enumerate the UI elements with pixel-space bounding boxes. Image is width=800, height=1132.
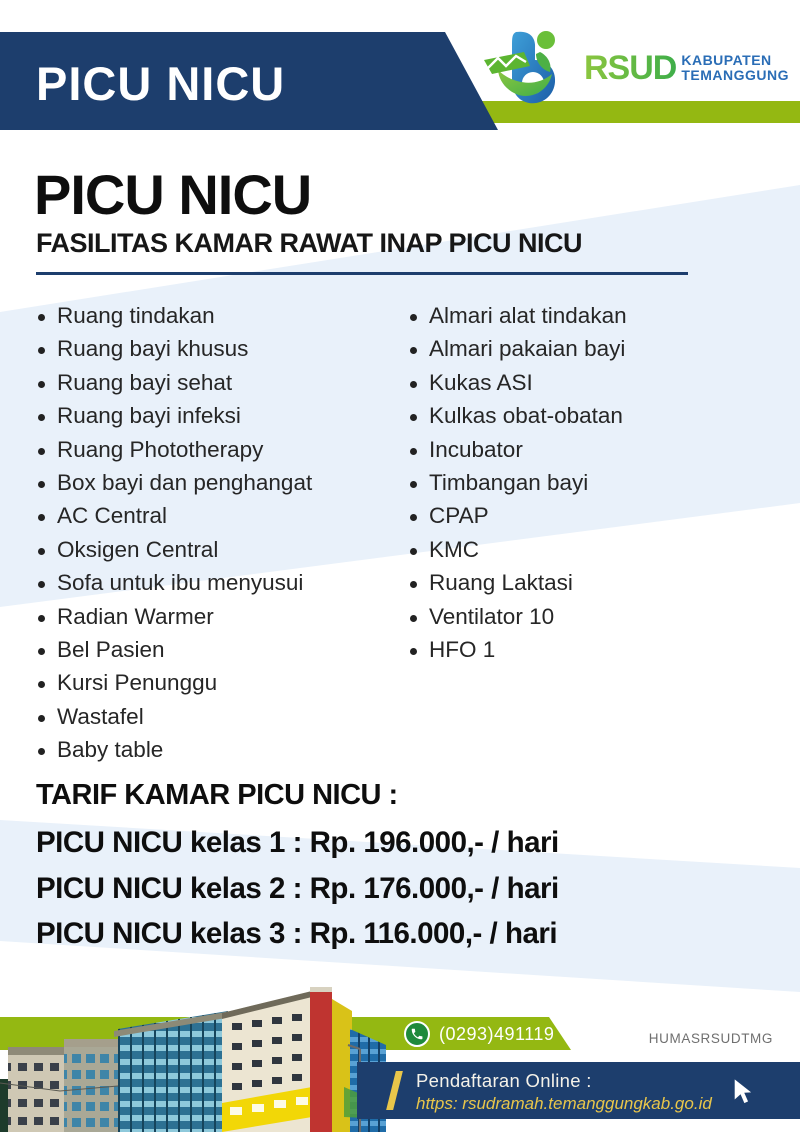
bullet-icon	[410, 448, 417, 455]
list-item-label: Timbangan bayi	[429, 469, 589, 495]
list-item-label: Kukas ASI	[429, 369, 533, 395]
bullet-icon	[38, 681, 45, 688]
list-item	[410, 604, 790, 637]
bullet-icon	[38, 347, 45, 354]
title-divider	[36, 272, 688, 275]
list-item	[38, 670, 398, 703]
list-item	[410, 437, 790, 470]
list-item	[410, 570, 790, 603]
registration-url[interactable]: https: rsudramah.temanggungkab.go.id	[416, 1094, 712, 1113]
list-item	[38, 303, 398, 336]
bullet-icon	[410, 481, 417, 488]
bullet-icon	[38, 648, 45, 655]
list-item	[38, 370, 398, 403]
bullet-icon	[38, 381, 45, 388]
list-item	[38, 570, 398, 603]
tariff-row-kelas-1: PICU NICU kelas 1 : Rp. 196.000,- / hari	[36, 826, 559, 859]
hospital-logo	[478, 26, 788, 110]
list-item	[410, 303, 790, 336]
bullet-icon	[38, 548, 45, 555]
bullet-icon	[410, 615, 417, 622]
list-item	[38, 403, 398, 436]
bullet-icon	[410, 514, 417, 521]
list-item	[410, 470, 790, 503]
list-item-label: Incubator	[429, 436, 523, 462]
list-item-label: Ruang bayi khusus	[57, 336, 249, 362]
yellow-accent-bar	[386, 1071, 403, 1110]
facilities-list-right	[410, 303, 790, 670]
bullet-icon	[38, 314, 45, 321]
list-item-label: AC Central	[57, 503, 168, 529]
list-item	[38, 336, 398, 369]
list-item-label: HFO 1	[429, 636, 496, 662]
bullet-icon	[410, 381, 417, 388]
list-item	[410, 336, 790, 369]
list-item-label: Ruang bayi infeksi	[57, 403, 241, 429]
bullet-icon	[410, 314, 417, 321]
page-title: PICU NICU	[34, 163, 312, 226]
bullet-icon	[38, 481, 45, 488]
bullet-icon	[38, 414, 45, 421]
header-banner-title: PICU NICU	[36, 57, 286, 110]
phone-number: (0293)491119	[439, 1023, 555, 1044]
list-item-label: Ventilator 10	[429, 603, 555, 629]
list-item-label: Almari alat tindakan	[429, 303, 627, 328]
list-item-label: Sofa untuk ibu menyusui	[57, 570, 304, 596]
logo-acronym: RSUD	[584, 48, 677, 87]
list-item-label: Ruang Phototherapy	[57, 436, 264, 462]
phone-contact	[404, 1021, 554, 1047]
list-item-label: Box bayi dan penghangat	[57, 469, 313, 495]
list-item	[38, 470, 398, 503]
list-item	[38, 604, 398, 637]
bullet-icon	[410, 648, 417, 655]
list-item	[410, 370, 790, 403]
list-item	[410, 637, 790, 670]
facilities-list-left	[38, 303, 398, 770]
list-item-label: Baby table	[57, 737, 164, 763]
list-item	[410, 403, 790, 436]
list-item-label: Kulkas obat-obatan	[429, 403, 623, 429]
logo-region-line2: TEMANGGUNG	[681, 67, 790, 83]
list-item-label: Almari pakaian bayi	[429, 336, 626, 362]
list-item-label: KMC	[429, 536, 479, 562]
tariff-heading: TARIF KAMAR PICU NICU :	[36, 779, 398, 811]
phone-icon	[404, 1021, 430, 1047]
list-item	[38, 437, 398, 470]
bullet-icon	[410, 347, 417, 354]
list-item	[38, 503, 398, 536]
list-item	[410, 537, 790, 570]
list-item	[38, 704, 398, 737]
registration-banner	[357, 1062, 800, 1119]
bullet-icon	[410, 548, 417, 555]
list-item-label: Ruang Laktasi	[429, 570, 573, 596]
list-item-label: Ruang tindakan	[57, 303, 215, 328]
list-item	[410, 503, 790, 536]
bullet-icon	[38, 748, 45, 755]
page-subtitle: FASILITAS KAMAR RAWAT INAP PICU NICU	[36, 228, 583, 258]
list-item	[38, 737, 398, 770]
mouse-cursor-icon	[732, 1077, 758, 1107]
bullet-icon	[38, 448, 45, 455]
bullet-icon	[38, 581, 45, 588]
tariff-row-kelas-2: PICU NICU kelas 2 : Rp. 176.000,- / hari	[36, 871, 559, 905]
hospital-building-photo	[0, 987, 400, 1132]
list-item-label: Bel Pasien	[57, 636, 165, 662]
bullet-icon	[38, 514, 45, 521]
list-item-label: Oksigen Central	[57, 536, 219, 562]
list-item	[38, 637, 398, 670]
list-item	[38, 537, 398, 570]
tariff-row-kelas-3: PICU NICU kelas 3 : Rp. 116.000,- / hari	[36, 917, 558, 950]
hospital-logo-icon	[478, 26, 582, 110]
watermark-text: HUMASRSUDTMG	[648, 1031, 773, 1046]
logo-region-line1: KABUPATEN	[681, 52, 772, 68]
bullet-icon	[410, 581, 417, 588]
list-item-label: Kursi Penunggu	[57, 670, 218, 696]
list-item-label: CPAP	[429, 503, 489, 529]
bullet-icon	[38, 715, 45, 722]
registration-label: Pendaftaran Online :	[416, 1070, 592, 1091]
list-item-label: Wastafel	[57, 703, 144, 729]
bullet-icon	[410, 414, 417, 421]
list-item-label: Radian Warmer	[57, 603, 214, 629]
list-item-label: Ruang bayi sehat	[57, 369, 233, 395]
bullet-icon	[38, 615, 45, 622]
tariff-rows	[36, 820, 559, 957]
